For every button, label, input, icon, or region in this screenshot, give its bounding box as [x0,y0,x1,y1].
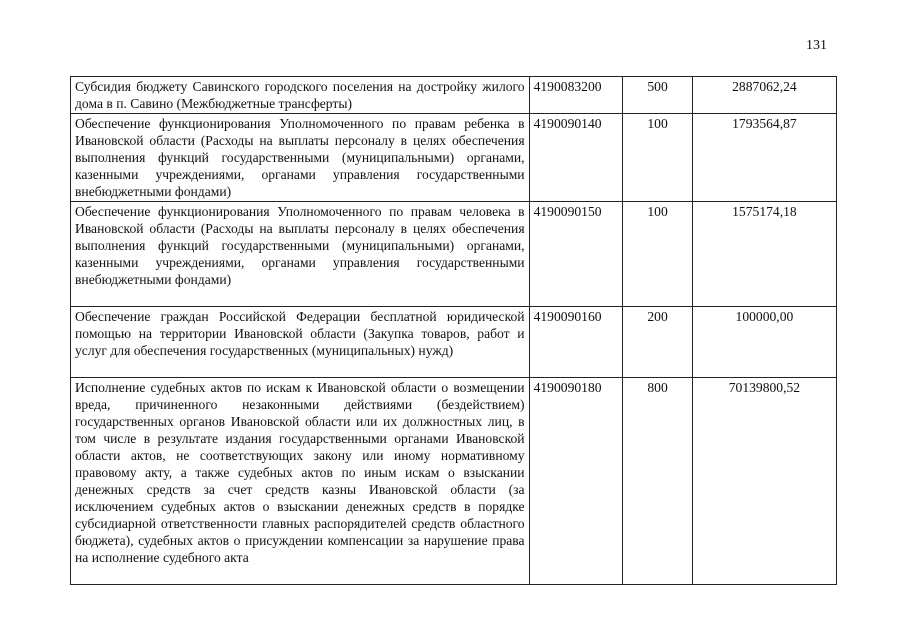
expense-description: Обеспечение граждан Российской Федерации бесплатной юридической помощью на территории Ивановской области (Закупка товаров, работ и услуг для обеспечения государственных (муниципальных) нужд) [71,307,530,378]
target-article-code: 4190090180 [529,378,623,585]
target-article-code: 4190090160 [529,307,623,378]
amount: 2887062,24 [692,77,836,114]
target-article-code: 4190090140 [529,114,623,202]
expense-description: Исполнение судебных актов по искам к Ивановской области о возмещении вреда, причиненного незаконными действиями (бездействием) государственных органов Ивановской области или их должностных лиц, в том числе в результате издания государственными органами Ивановской области актов, не соответствующих закону или иному нормативному правовому акту, а также судебных актов по иным искам о взыскании денежных средств за счет средств казны Ивановской области (за исключением судебных актов о взыскании денежных средств в порядке субсидиарной ответственности главных распорядителей средств областного бюджета), судебных актов о присуждении компенсации за нарушение права на исполнение судебного акта [75,380,525,565]
amount: 70139800,52 [692,378,836,585]
expense-type-code: 100 [623,114,693,202]
expense-description: Обеспечение функционирования Уполномоченного по правам ребенка в Ивановской области (Расходы на выплаты персоналу в целях обеспечения выполнения функций государственными (муниципальными) органами, казенными учреждениями, органами управления государственными внебюджетными фондами) [71,114,530,202]
expense-description: Обеспечение функционирования Уполномоченного по правам человека в Ивановской области (Расходы на выплаты персоналу в целях обеспечения выполнения функций государственными (муниципальными) органами, казенными учреждениями, органами управления государственными внебюджетными фондами) [71,202,530,307]
page-number: 131 [806,38,827,53]
amount: 1793564,87 [692,114,836,202]
expense-type-code: 500 [623,77,693,114]
budget-table [70,76,837,585]
target-article-code: 4190090150 [529,202,623,307]
table-row [71,307,837,378]
amount: 100000,00 [692,307,836,378]
expense-type-code: 100 [623,202,693,307]
table-row [71,378,837,585]
table-row [71,202,837,307]
table-row [71,114,837,202]
target-article-code: 4190083200 [529,77,623,114]
expense-description: Субсидия бюджету Савинского городского поселения на достройку жилого дома в п. Савино (Межбюджетные трансферты) [71,77,530,114]
expense-description-cell [71,378,530,585]
expense-type-code: 800 [623,378,693,585]
amount: 1575174,18 [692,202,836,307]
expense-type-code: 200 [623,307,693,378]
table-row [71,77,837,114]
